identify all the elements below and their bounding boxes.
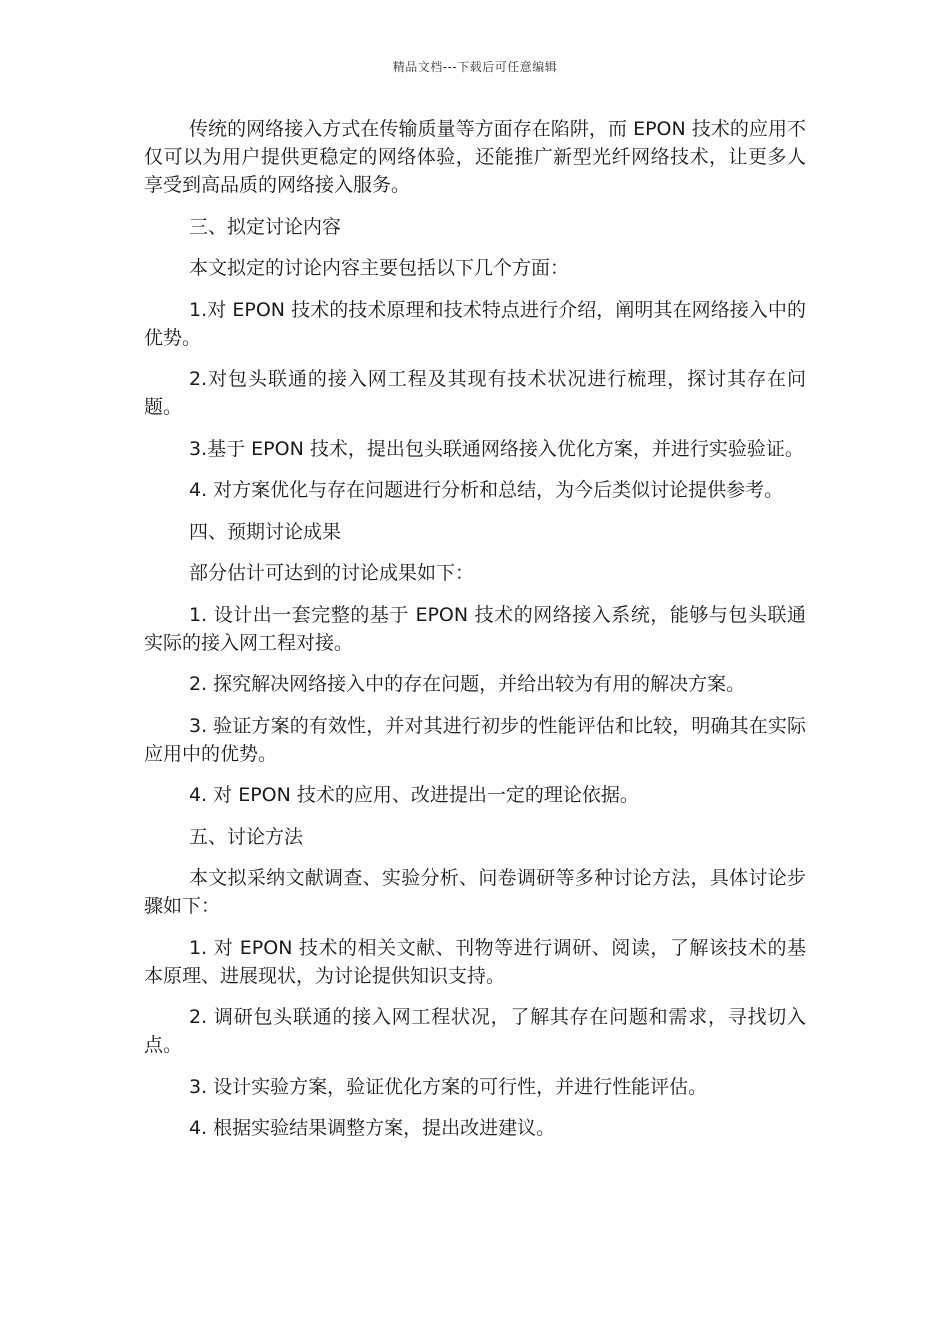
list-item: 1. 设计出一套完整的基于 EPON 技术的网络接入系统，能够与包头联通实际的接入网工程对接。	[144, 603, 806, 654]
list-item: 3. 验证方案的有效性，并对其进行初步的性能评估和比较，明确其在实际应用中的优势。	[144, 714, 806, 765]
list-item: 3.基于 EPON 技术，提出包头联通网络接入优化方案，并进行实验验证。	[189, 437, 804, 460]
paragraph: 本文拟定的讨论内容主要包括以下几个方面：	[189, 257, 570, 279]
list-item: 3. 设计实验方案，验证优化方案的可行性，并进行性能评估。	[189, 1075, 708, 1098]
section-heading: 四、预期讨论成果	[189, 520, 342, 543]
list-item: 4. 对方案优化与存在问题进行分析和总结，为今后类似讨论提供参考。	[189, 479, 784, 501]
list-item: 2.对包头联通的接入网工程及其现有技术状况进行梳理，探讨其存在问题。	[144, 368, 806, 418]
list-item: 4. 对 EPON 技术的应用、改进提出一定的理论依据。	[189, 784, 639, 806]
list-item: 2. 调研包头联通的接入网工程状况，了解其存在问题和需求，寻找切入点。	[144, 1006, 806, 1056]
page-header: 精品文档---下载后可任意编辑	[392, 60, 558, 74]
intro-paragraph: 传统的网络接入方式在传输质量等方面存在陷阱，而 EPON 技术的应用不仅可以为用户提供更稳定的网络体验，还能推广新型光纤网络技术，让更多人享受到高品质的网络接入服务。	[144, 118, 806, 196]
list-item: 1.对 EPON 技术的技术原理和技术特点进行介绍，阐明其在网络接入中的优势。	[144, 298, 806, 349]
list-item: 4. 根据实验结果调整方案，提出改进建议。	[189, 1117, 556, 1139]
list-item: 2. 探究解决网络接入中的存在问题，并给出较为有用的解决方案。	[189, 673, 746, 695]
section-heading: 三、拟定讨论内容	[189, 215, 342, 238]
paragraph: 部分估计可达到的讨论成果如下：	[189, 562, 475, 584]
document-body	[144, 115, 806, 1156]
paragraph: 本文拟采纳文献调查、实验分析、问卷调研等多种讨论方法，具体讨论步骤如下：	[144, 867, 806, 917]
list-item: 1. 对 EPON 技术的相关文献、刊物等进行调研、阅读，了解该技术的基本原理、进展现状，为讨论提供知识支持。	[144, 936, 806, 987]
section-heading: 五、讨论方法	[189, 825, 304, 848]
